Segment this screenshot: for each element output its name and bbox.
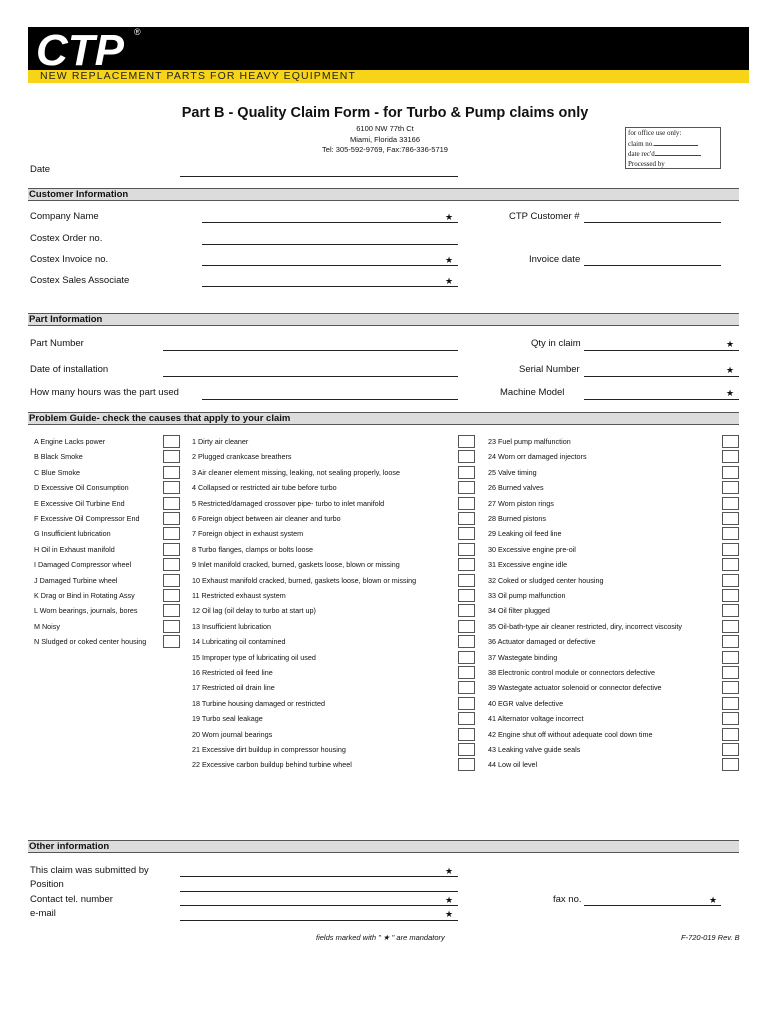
email-field[interactable] xyxy=(180,920,458,921)
problem-item-label: 2 Plugged crankcase breathers xyxy=(192,452,292,462)
problem-checkbox[interactable] xyxy=(163,435,180,448)
costex-order-field[interactable] xyxy=(202,244,458,245)
problem-checkbox[interactable] xyxy=(722,681,739,694)
problem-item-label: 29 Leaking oil feed line xyxy=(488,529,562,539)
problem-checkbox[interactable] xyxy=(722,712,739,725)
position-label: Position xyxy=(30,879,64,890)
problem-item-label: 17 Restricted oil drain line xyxy=(192,683,275,693)
form-title: Part B - Quality Claim Form - for Turbo & Pump claims only xyxy=(181,105,589,121)
date-field[interactable] xyxy=(180,176,458,177)
registered-mark: ® xyxy=(134,27,141,37)
mandatory-star-icon: ★ xyxy=(445,909,454,919)
fax-field[interactable] xyxy=(584,905,721,906)
machine-model-field[interactable] xyxy=(584,399,739,400)
problem-item-label: 28 Burned pistons xyxy=(488,514,546,523)
problem-checkbox[interactable] xyxy=(722,589,739,602)
tagline: NEW REPLACEMENT PARTS FOR HEAVY EQUIPMENT xyxy=(40,70,357,82)
problem-item-label: D Excessive Oil Consumption xyxy=(34,483,129,493)
problem-item-label: 36 Actuator damaged or defective xyxy=(488,637,596,647)
problem-item-label: N Sludged or coked center housing xyxy=(34,637,147,647)
mandatory-star-icon: ★ xyxy=(726,388,735,398)
mandatory-note: fields marked with " ★ " are mandatory xyxy=(316,933,445,942)
problem-item-label: 31 Excessive engine idle xyxy=(488,560,568,570)
mandatory-star-icon: ★ xyxy=(726,365,735,375)
sales-associate-field[interactable] xyxy=(202,286,458,287)
problem-checkbox[interactable] xyxy=(722,604,739,617)
problem-item-label: 9 Inlet manifold cracked, burned, gaskets loose, blown or missing xyxy=(192,560,400,570)
qty-field[interactable] xyxy=(584,350,739,351)
logo-text: CTP xyxy=(36,29,124,69)
problem-item-label: E Excessive Oil Turbine End xyxy=(34,498,125,508)
office-processed-label: Processed by xyxy=(628,159,665,168)
mandatory-star-icon: ★ xyxy=(445,212,454,222)
problem-checkbox[interactable] xyxy=(163,466,180,479)
problem-checkbox[interactable] xyxy=(458,697,475,710)
part-number-label: Part Number xyxy=(30,338,84,349)
problem-checkbox[interactable] xyxy=(722,697,739,710)
problem-item-label: 34 Oil filter plugged xyxy=(488,606,550,616)
costex-invoice-label: Costex Invoice no. xyxy=(30,254,109,265)
problem-item-label: 38 Electronic control module or connectors defective xyxy=(488,668,655,677)
problem-checkbox[interactable] xyxy=(458,574,475,587)
problem-checkbox[interactable] xyxy=(163,589,180,602)
problem-checkbox[interactable] xyxy=(458,728,475,741)
problem-checkbox[interactable] xyxy=(722,651,739,664)
address-phone: Tel: 305-592-9769, Fax:786-336-5719 xyxy=(322,145,448,154)
office-date-label: date rec'd xyxy=(628,150,655,158)
problem-item-label: 24 Worn orr damaged injectors xyxy=(488,452,587,462)
problem-item-label: 27 Worn piston rings xyxy=(488,498,554,508)
problem-item-label: 26 Burned valves xyxy=(488,483,544,493)
problem-checkbox[interactable] xyxy=(722,743,739,756)
costex-invoice-field[interactable] xyxy=(202,265,458,266)
serial-number-field[interactable] xyxy=(584,376,739,377)
qty-label: Qty in claim xyxy=(531,338,581,349)
problem-item-label: 42 Engine shut off without adequate cool down time xyxy=(488,729,653,739)
problem-item-label: 1 Dirty air cleaner xyxy=(192,437,249,446)
problem-item-label: 15 Improper type of lubricating oil used xyxy=(192,652,316,662)
problem-checkbox[interactable] xyxy=(722,481,739,494)
problem-checkbox[interactable] xyxy=(458,512,475,525)
problem-item-label: I Damaged Compressor wheel xyxy=(34,560,132,570)
problem-checkbox[interactable] xyxy=(722,512,739,525)
ctp-customer-field[interactable] xyxy=(584,222,721,223)
problem-checkbox[interactable] xyxy=(722,435,739,448)
invoice-date-label: Invoice date xyxy=(529,254,581,265)
problem-item-label: 43 Leaking valve guide seals xyxy=(488,745,581,754)
mandatory-star-icon: ★ xyxy=(445,895,454,905)
problem-checkbox[interactable] xyxy=(458,620,475,633)
problem-checkbox[interactable] xyxy=(722,728,739,741)
problem-checkbox[interactable] xyxy=(722,543,739,556)
problem-checkbox[interactable] xyxy=(458,758,475,771)
problem-checkbox[interactable] xyxy=(722,527,739,540)
problem-checkbox[interactable] xyxy=(722,466,739,479)
problem-item-label: 14 Lubricating oil contamined xyxy=(192,637,286,647)
problem-checkbox[interactable] xyxy=(722,558,739,571)
problem-item-label: 12 Oil lag (oil delay to turbo at start up) xyxy=(192,606,316,616)
problem-item-label: 41 Alternator voltage incorrect xyxy=(488,714,584,724)
mandatory-star-icon: ★ xyxy=(445,255,454,265)
problem-item-label: 19 Turbo seal leakage xyxy=(192,714,263,724)
problem-item-label: 40 EGR valve defective xyxy=(488,698,564,708)
problem-item-label: 11 Restricted exhaust system xyxy=(192,591,286,600)
problem-item-label: 39 Wastegate actuator solenoid or connector defective xyxy=(488,683,662,693)
contact-tel-label: Contact tel. number xyxy=(30,894,113,905)
problem-item-label: 18 Turbine housing damaged or restricted xyxy=(192,698,326,708)
problem-item-label: H Oil in Exhaust manifold xyxy=(34,544,115,554)
mandatory-star-icon: ★ xyxy=(709,895,718,905)
company-name-label: Company Name xyxy=(30,211,99,222)
office-claim-line[interactable] xyxy=(654,139,698,146)
submitted-by-field[interactable] xyxy=(180,876,458,877)
problem-checkbox[interactable] xyxy=(722,574,739,587)
problem-checkbox[interactable] xyxy=(722,620,739,633)
address-street: 6100 NW 77th Ct xyxy=(356,124,414,133)
problem-item-label: K Drag or Bind in Rotating Assy xyxy=(34,591,135,600)
contact-tel-field[interactable] xyxy=(180,905,458,906)
problem-item-label: M Noisy xyxy=(34,621,60,631)
problem-item-label: C Blue Smoke xyxy=(34,467,80,477)
hours-used-label: How many hours was the part used xyxy=(30,387,179,398)
problem-checkbox[interactable] xyxy=(458,712,475,725)
problem-item-label: L Worn bearings, journals, bores xyxy=(34,606,138,616)
problem-checkbox[interactable] xyxy=(458,527,475,540)
problem-checkbox[interactable] xyxy=(163,604,180,617)
problem-item-label: 30 Excessive engine pre-oil xyxy=(488,544,576,554)
problem-checkbox[interactable] xyxy=(163,481,180,494)
mandatory-star-icon: ★ xyxy=(445,866,454,876)
sales-associate-label: Costex Sales Associate xyxy=(30,275,130,286)
problem-item-label: 3 Air cleaner element missing, leaking, not sealing properly, loose xyxy=(192,467,401,477)
install-date-label: Date of installation xyxy=(30,364,109,375)
problem-item-label: 35 Oil-bath-type air cleaner restricted, diry, incorrect viscosity xyxy=(488,621,682,631)
invoice-date-field[interactable] xyxy=(584,265,721,266)
problem-checkbox[interactable] xyxy=(458,558,475,571)
problem-checkbox[interactable] xyxy=(458,666,475,679)
problem-checkbox[interactable] xyxy=(163,450,180,463)
problem-checkbox[interactable] xyxy=(163,558,180,571)
problem-checkbox[interactable] xyxy=(163,527,180,540)
problem-item-label: 33 Oil pump malfunction xyxy=(488,591,566,600)
office-date-line[interactable] xyxy=(655,149,701,156)
office-use-box xyxy=(625,127,721,169)
install-date-field[interactable] xyxy=(163,376,458,377)
problem-item-label: 16 Restricted oil feed line xyxy=(192,668,273,677)
mandatory-star-icon: ★ xyxy=(445,276,454,286)
problem-checkbox[interactable] xyxy=(458,450,475,463)
problem-checkbox[interactable] xyxy=(458,743,475,756)
part-info-header: Part Information xyxy=(28,313,739,326)
problem-item-label: 22 Excessive carbon buildup behind turbine wheel xyxy=(192,760,352,770)
problem-item-label: 6 Foreign object between air cleaner and turbo xyxy=(192,514,341,523)
problem-item-label: 21 Excessive dirt buildup in compressor housing xyxy=(192,745,346,754)
problem-checkbox[interactable] xyxy=(458,466,475,479)
problem-item-label: F Excessive Oil Compressor End xyxy=(34,514,140,523)
problem-checkbox[interactable] xyxy=(722,635,739,648)
machine-model-label: Machine Model xyxy=(500,387,565,398)
problem-item-label: G Insufficient lubrication xyxy=(34,529,111,539)
problem-checkbox[interactable] xyxy=(163,512,180,525)
problem-item-label: 4 Collapsed or restricted air tube before turbo xyxy=(192,483,337,493)
problem-checkbox[interactable] xyxy=(458,681,475,694)
serial-number-label: Serial Number xyxy=(519,364,580,375)
customer-info-header: Customer Information xyxy=(28,188,739,201)
problem-guide-header: Problem Guide- check the causes that apply to your claim xyxy=(28,412,739,425)
problem-item-label: 7 Foreign object in exhaust system xyxy=(192,529,304,539)
problem-checkbox[interactable] xyxy=(458,604,475,617)
problem-checkbox[interactable] xyxy=(458,481,475,494)
submitted-by-label: This claim was submitted by xyxy=(30,865,149,876)
problem-item-label: 37 Wastegate binding xyxy=(488,652,558,662)
problem-item-label: A Engine Lacks power xyxy=(34,437,106,446)
fax-label: fax no. xyxy=(553,894,582,905)
problem-checkbox[interactable] xyxy=(722,497,739,510)
problem-checkbox[interactable] xyxy=(163,497,180,510)
problem-checkbox[interactable] xyxy=(163,574,180,587)
problem-checkbox[interactable] xyxy=(722,758,739,771)
problem-item-label: 32 Coked or sludged center housing xyxy=(488,575,604,585)
position-field[interactable] xyxy=(180,891,458,892)
office-use-heading: for office use only: xyxy=(628,129,682,137)
problem-item-label: 10 Exhaust manifold cracked, burned, gaskets loose, blown or missing xyxy=(192,575,417,585)
problem-item-label: 5 Restricted/damaged crossover pipe- turbo to inlet manifold xyxy=(192,498,385,508)
problem-item-label: 44 Low oil level xyxy=(488,760,538,770)
problem-checkbox[interactable] xyxy=(722,450,739,463)
problem-checkbox[interactable] xyxy=(163,543,180,556)
form-code: F-720-019 Rev. B xyxy=(681,933,740,942)
company-name-field[interactable] xyxy=(202,222,458,223)
problem-item-label: 8 Turbo flanges, clamps or bolts loose xyxy=(192,544,314,554)
problem-checkbox[interactable] xyxy=(458,543,475,556)
problem-checkbox[interactable] xyxy=(163,620,180,633)
problem-item-label: 20 Worn journal bearings xyxy=(192,729,273,739)
address-city: Miami, Florida 33166 xyxy=(349,135,421,144)
email-label: e-mail xyxy=(30,908,56,919)
problem-checkbox[interactable] xyxy=(458,497,475,510)
problem-checkbox[interactable] xyxy=(458,589,475,602)
problem-checkbox[interactable] xyxy=(458,651,475,664)
mandatory-star-icon: ★ xyxy=(726,339,735,349)
problem-item-label: B Black Smoke xyxy=(34,452,83,462)
problem-checkbox[interactable] xyxy=(458,635,475,648)
problem-item-label: 25 Valve timing xyxy=(488,467,537,477)
problem-checkbox[interactable] xyxy=(458,435,475,448)
office-claim-label: claim no. xyxy=(628,139,655,148)
hours-used-field[interactable] xyxy=(202,399,458,400)
costex-order-label: Costex Order no. xyxy=(30,233,103,244)
ctp-customer-label: CTP Customer # xyxy=(509,211,580,222)
problem-item-label: 13 Insufficient lubrication xyxy=(192,621,271,631)
other-info-header: Other information xyxy=(28,840,739,853)
problem-item-label: J Damaged Turbine wheel xyxy=(34,575,118,585)
date-label: Date xyxy=(30,164,51,175)
part-number-field[interactable] xyxy=(163,350,458,351)
problem-checkbox[interactable] xyxy=(722,666,739,679)
problem-item-label: 23 Fuel pump malfunction xyxy=(488,437,571,446)
problem-checkbox[interactable] xyxy=(163,635,180,648)
